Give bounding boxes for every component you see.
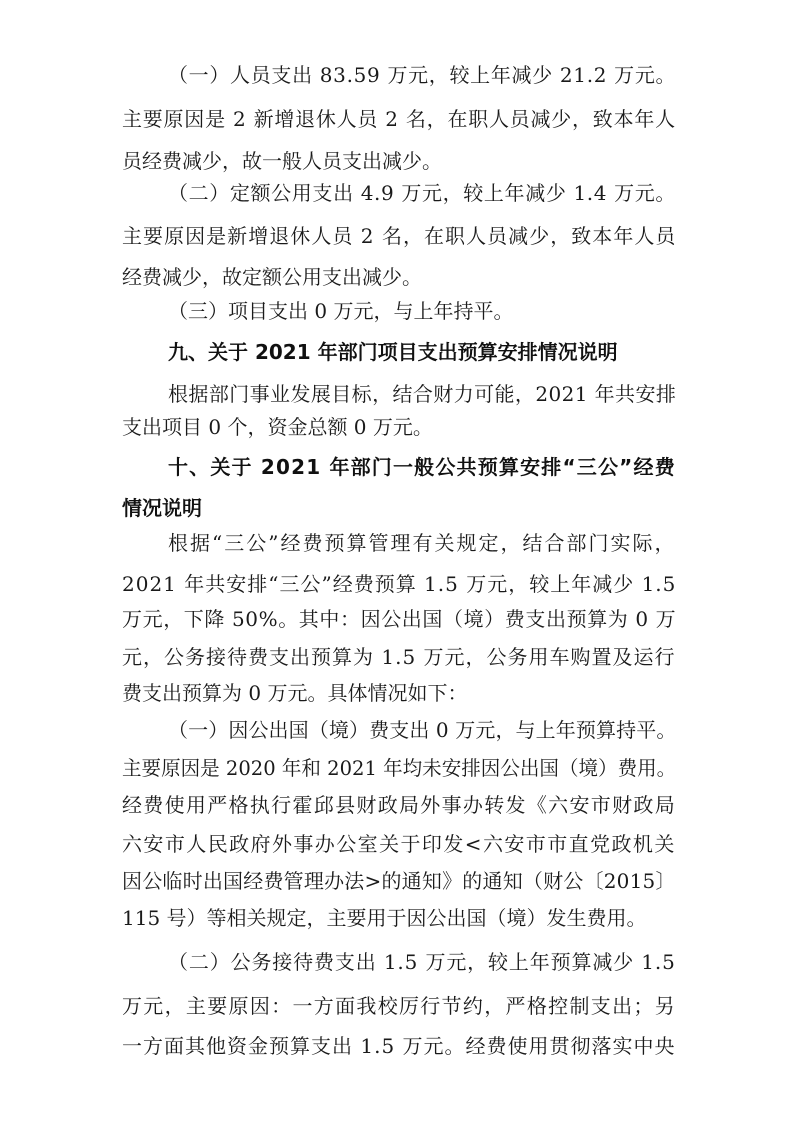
text-line: （一）因公出国（境）费支出 0 万元，与上年预算持平。 <box>168 718 677 742</box>
text-line: （三）项目支出 0 万元，与上年持平。 <box>168 299 514 323</box>
text-line: 费支出预算为 0 万元。具体情况如下： <box>122 681 468 705</box>
text-line: 根据“三公”经费预算管理有关规定，结合部门实际， <box>168 531 677 555</box>
text-line: 经费使用严格执行霍邱县财政局外事办转发《六安市财政局 <box>122 793 676 817</box>
text-line: 支出项目 0 个，资金总额 0 万元。 <box>122 415 433 439</box>
text-line: 万元，下降 50%。其中：因公出国（境）费支出预算为 0 万 <box>122 607 677 631</box>
text-line: 经费减少，故定额公用支出减少。 <box>122 265 422 289</box>
text-line: 因公临时出国经费管理办法>的通知》的通知（财公〔2015〕 <box>122 869 676 893</box>
text-line: （二）定额公用支出 4.9 万元，较上年减少 1.4 万元。 <box>168 181 677 205</box>
text-line: 根据部门事业发展目标，结合财力可能，2021 年共安排 <box>168 382 677 406</box>
text-line: 万元，主要原因：一方面我校厉行节约，严格控制支出；另 <box>122 994 676 1018</box>
text-line: 115 号）等相关规定，主要用于因公出国（境）发生费用。 <box>122 906 647 930</box>
text-line: 六安市人民政府外事办公室关于印发<六安市市直党政机关 <box>122 832 676 856</box>
text-line: 员经费减少，故一般人员支出减少。 <box>122 149 442 173</box>
section-heading-ten-cont: 情况说明 <box>122 496 202 520</box>
text-line: 主要原因是新增退休人员 2 名，在职人员减少，致本年人员 <box>122 224 677 248</box>
text-line: 主要原因是 2020 年和 2021 年均未安排因公出国（境）费用。 <box>122 756 677 780</box>
section-heading-nine: 九、关于 2021 年部门项目支出预算安排情况说明 <box>168 340 618 364</box>
text-line: （一）人员支出 83.59 万元，较上年减少 21.2 万元。 <box>168 63 677 87</box>
section-heading-ten: 十、关于 2021 年部门一般公共预算安排“三公”经费 <box>168 455 676 479</box>
text-line: 一方面其他资金预算支出 1.5 万元。经费使用贯彻落实中央 <box>122 1034 676 1058</box>
text-line: 2021 年共安排“三公”经费预算 1.5 万元，较上年减少 1.5 <box>122 572 677 596</box>
text-line: （二）公务接待费支出 1.5 万元，较上年预算减少 1.5 <box>168 950 676 974</box>
text-line: 主要原因是 2 新增退休人员 2 名，在职人员减少，致本年人 <box>122 107 676 131</box>
text-line: 元，公务接待费支出预算为 1.5 万元，公务用车购置及运行 <box>122 645 676 669</box>
